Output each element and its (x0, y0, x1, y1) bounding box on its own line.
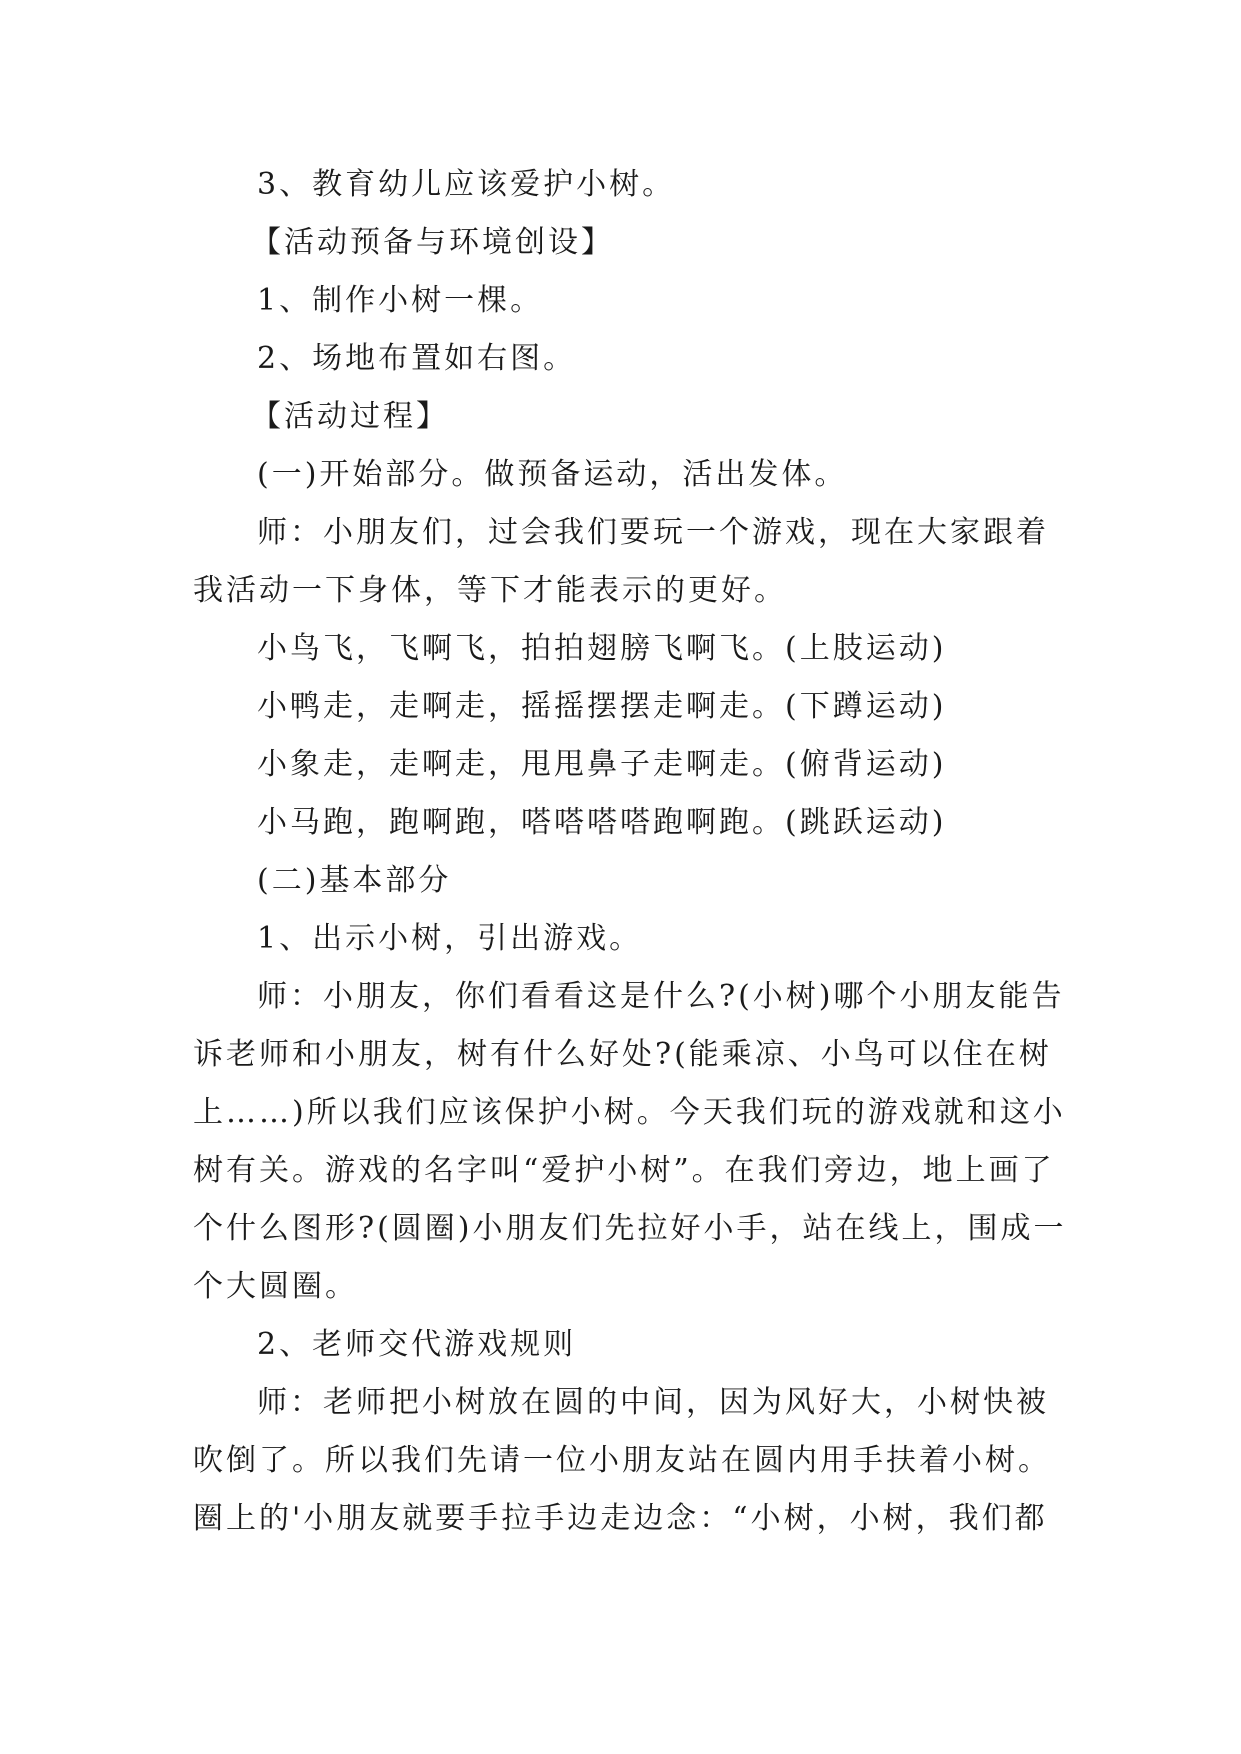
paragraph-horse-exercise: 小马跑，跑啊跑，嗒嗒嗒嗒跑啊跑。(跳跃运动) (257, 805, 947, 840)
document-body (193, 156, 1073, 1548)
paragraph-goal-3: 3、教育幼儿应该爱护小树。 (257, 167, 676, 202)
paragraph-bird-exercise: 小鸟飞，飞啊飞，拍拍翅膀飞啊飞。(上肢运动) (257, 631, 947, 666)
section-heading-preparation: 【活动预备与环境创设】 (251, 225, 614, 260)
paragraph-duck-exercise: 小鸭走，走啊走，摇摇摆摆走啊走。(下蹲运动) (257, 689, 947, 724)
paragraph-elephant-exercise: 小象走，走啊走，甩甩鼻子走啊走。(俯背运动) (257, 747, 947, 782)
paragraph-prep-2: 2、场地布置如右图。 (257, 341, 577, 376)
paragraph-teacher-rules: 师：老师把小树放在圆的中间，因为风好大，小树快被吹倒了。所以我们先请一位小朋友站在圆内用手扶着小树。圈上的'小朋友就要手拉手边走边念：“小树，小树，我们都 (193, 1385, 1051, 1536)
paragraph-start-part: (一)开始部分。做预备运动，活出发体。 (257, 457, 848, 492)
paragraph-basic-part: (二)基本部分 (257, 863, 452, 898)
paragraph-teacher-question: 师：小朋友，你们看看这是什么?(小树)哪个小朋友能告诉老师和小朋友，树有什么好处?(能乘凉、小鸟可以住在树上……)所以我们应该保护小树。今天我们玩的游戏就和这小树有关。游戏的名字叫“爱护小树”。在我们旁边，地上画了个什么图形?(圆圈)小朋友们先拉好小手，站在线上，围成一个大圆圈。 (193, 979, 1067, 1304)
paragraph-game-rules: 2、老师交代游戏规则 (257, 1327, 577, 1362)
paragraph-teacher-intro: 师：小朋友们，过会我们要玩一个游戏，现在大家跟着我活动一下身体，等下才能表示的更好。 (193, 515, 1049, 608)
paragraph-prep-1: 1、制作小树一棵。 (257, 283, 544, 318)
section-heading-process: 【活动过程】 (251, 399, 449, 434)
paragraph-show-tree: 1、出示小树，引出游戏。 (257, 921, 643, 956)
